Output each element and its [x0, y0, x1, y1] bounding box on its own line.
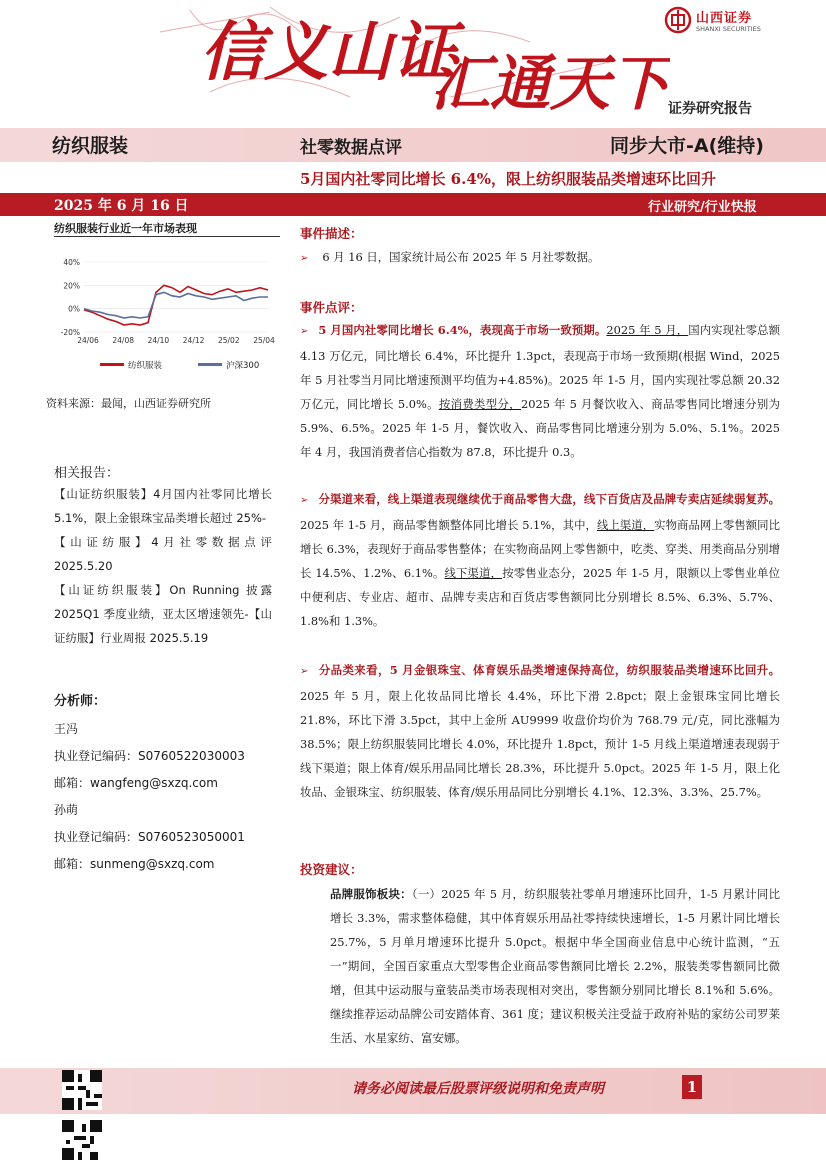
analyst-list [54, 716, 245, 878]
legend-label: 纺织服装 [128, 361, 163, 371]
related-item[interactable]: 【山证纺织服装】4月国内社零同比增长 5.1%，限上金银珠宝品类增长超过 25%- [54, 487, 272, 525]
analyst-email[interactable]: 邮箱：wangfeng@sxzq.com [54, 776, 218, 790]
analyst-name: 王冯 [54, 722, 79, 736]
r1-underline: 2025 年 5 月， [606, 323, 689, 337]
related-list [54, 482, 272, 650]
event-body: 6 月 16 日，国家统计局公布 2025 年 5 月社零数据。 [322, 250, 600, 264]
r2-text-2: 实物商品网上零售额同比增长 6.3%，表现好于商品零售整体；在实物商品网上零售额中，吃类、穿类、用类商品分别增长 14.5%、1.2%、6.1%。 [300, 518, 780, 580]
r1-underline-2: 按消费类型分， [438, 397, 521, 411]
event-text [300, 245, 780, 271]
chart-source: 资料来源：最闻，山西证券研究所 [46, 397, 211, 410]
x-tick-label: 25/02 [217, 336, 240, 345]
headline: 5月国内社零同比增长 6.4%，限上纺织服装品类增速环比回升 [300, 170, 717, 188]
bullet-icon: ➢ [300, 495, 309, 506]
x-tick-label: 24/06 [77, 336, 99, 345]
qr-code-icon[interactable] [62, 1070, 102, 1110]
review-heading: 事件点评： [300, 300, 363, 315]
bullet-icon: ➢ [300, 666, 309, 677]
r3-text: 2025 年 5 月，限上化妆品同比增长 4.4%，环比下滑 2.8pct；限上金银珠宝同比增长 21.8%，环比下滑 3.5pct，其中上金所 AU9999 收盘价均价为 768.79 元/克，同比涨幅为 38.5%；限上纺织服装同比增长 4.0%，环比提升 1.8pct，预计 1-5 月线上渠道增速表现弱于线下渠道；限上体育/娱乐用品同比增长 28.3%，环比提升 5.0pct。2025 年 1-5 月，限上化妆品、金银珠宝、纺织服装、体育/娱乐用品同比分别增长 4.1%、12.3%、3.3%、25.7%。 [300, 689, 780, 799]
logo-cn: 山西证券 [696, 11, 753, 26]
slogan-calligraphy [150, 2, 670, 112]
report-tag: 行业研究/行业快报 [648, 200, 757, 215]
analyst-reg: 执业登记编码：S0760522030003 [54, 749, 245, 763]
x-tick-label: 25/04 [253, 336, 275, 345]
y-tick-label: 40% [63, 258, 80, 267]
r3-lead: 分品类来看，5 月金银珠宝、体育娱乐品类增速保持高位，纺织服装品类增速环比回升。 [318, 663, 780, 677]
industry-title: 纺织服装 [52, 135, 129, 157]
report-date: 2025 年 6 月 16 日 [54, 198, 189, 214]
related-item[interactable]: 【山证纺织服装】On Running 披露 2025Q1 季度业绩，亚太区增速领先-【山证纺服】行业周报 2025.5.19 [54, 583, 272, 645]
r2-text-3: 按零售业态分，2025 年 1-5 月，限额以上零售业单位中便利店、专业店、超市、品牌专卖店和百货店零售额同比分别增长 8.5%、6.3%、5.7%、1.8%和 1.3%。 [300, 566, 780, 628]
bullet-icon: ➢ [300, 326, 309, 337]
event-heading: 事件描述： [300, 226, 363, 241]
slogan-part-1: 信义山证 [200, 15, 456, 90]
r2-lead: 分渠道来看，线上渠道表现继续优于商品零售大盘，线下百货店及品牌专卖店延续弱复苏。 [318, 492, 780, 506]
invest-heading: 投资建议： [300, 862, 363, 877]
rating: 同步大市-A(维持) [610, 135, 764, 157]
series-line [84, 292, 268, 318]
page-number: 1 [682, 1075, 702, 1099]
review-para-3 [300, 658, 780, 804]
report-type: 证券研究报告 [668, 101, 752, 117]
legend-label: 沪深300 [226, 361, 260, 371]
market-chart [54, 240, 280, 380]
x-tick-label: 24/10 [147, 336, 170, 345]
r2-underline-2: 线下渠道， [444, 566, 503, 580]
legend-swatch [100, 363, 124, 366]
legend-swatch [198, 363, 222, 366]
review-para-1 [300, 318, 780, 464]
analyst-title: 分析师： [54, 694, 107, 709]
invest-para [330, 882, 780, 1050]
analyst-email[interactable]: 邮箱：sunmeng@sxzq.com [54, 857, 215, 871]
r1-text-2: 2025 年 5 月餐饮收入、商品零售同比增速分别为 5.9%、6.5%。2025 年 1-5 月，餐饮收入、商品零售同比增速分别为 5.0%、5.1%。2025 年 4 月，我国消费者信心指数为 87.8，环比提升 0.3。 [300, 397, 780, 459]
related-title: 相关报告： [54, 466, 120, 481]
r1-text: 国内实现社零总额 4.13 万亿元，同比增长 6.4%，环比提升 1.3pct，表现高于市场一致预期(根据 Wind，2025 年 5 月社零当月同比增速预测平均值为+4.85%)。2025 年 1-5 月，国内实现社零总额 20.32 万亿元，同比增长 5.0%。 [300, 323, 780, 411]
r1-lead: 5 月国内社零同比增长 6.4%，表现高于市场一致预期。 [318, 323, 607, 337]
bullet-icon: ➢ [300, 253, 309, 264]
y-tick-label: 20% [63, 281, 80, 291]
logo-en: SHANXI SECURITIES [696, 25, 761, 33]
chart-rule [54, 236, 280, 237]
r2-text: 2025 年 1-5 月，商品零售额整体同比增长 5.1%，其中， [300, 518, 597, 532]
y-tick-label: -20% [60, 328, 80, 337]
analyst-reg: 执业登记编码：S0760523050001 [54, 830, 245, 844]
slogan-part-2: 汇通天下 [430, 49, 670, 112]
disclaimer: 请务必阅读最后股票评级说明和免责声明 [352, 1081, 604, 1097]
company-logo [664, 6, 794, 36]
x-tick-label: 24/12 [182, 336, 205, 345]
qr-code-icon[interactable] [62, 1120, 102, 1160]
review-para-2 [300, 487, 780, 633]
x-tick-label: 24/08 [112, 336, 135, 345]
series-line [84, 285, 268, 325]
invest-lead: 品牌服饰板块： [330, 887, 412, 901]
related-item[interactable]: 【山证纺服】4月社零数据点评 2025.5.20 [54, 535, 272, 573]
invest-text: （一）2025 年 5 月，纺织服装社零单月增速环比回升，1-5 月累计同比增长 3.3%，需求整体稳健，其中体育娱乐用品社零持续快速增长，1-5 月累计同比增长 25.7%，5 月单月增速环比提升 5.0pct。根据中华全国商业信息中心统计监测，“五一”期间，全国百家重点大型零售企业商品零售额同比增长 2.2%，服装类零售额同比微增，但其中运动服与童装品类市场表现相对突出，零售额分别同比增长 8.1%和 5.6%。继续推荐运动品牌公司安踏体育、361 度；建议积极关注受益于政府补贴的家纺公司罗莱生活、水星家纺、富安娜。 [330, 887, 780, 1045]
analyst-name: 孙萌 [54, 803, 79, 817]
chart-title: 纺织服装行业近一年市场表现 [54, 222, 197, 235]
section-title: 社零数据点评 [300, 138, 402, 158]
y-tick-label: 0% [68, 304, 80, 314]
logo-emblem-icon [664, 6, 692, 34]
r2-underline: 线上渠道， [596, 518, 655, 532]
